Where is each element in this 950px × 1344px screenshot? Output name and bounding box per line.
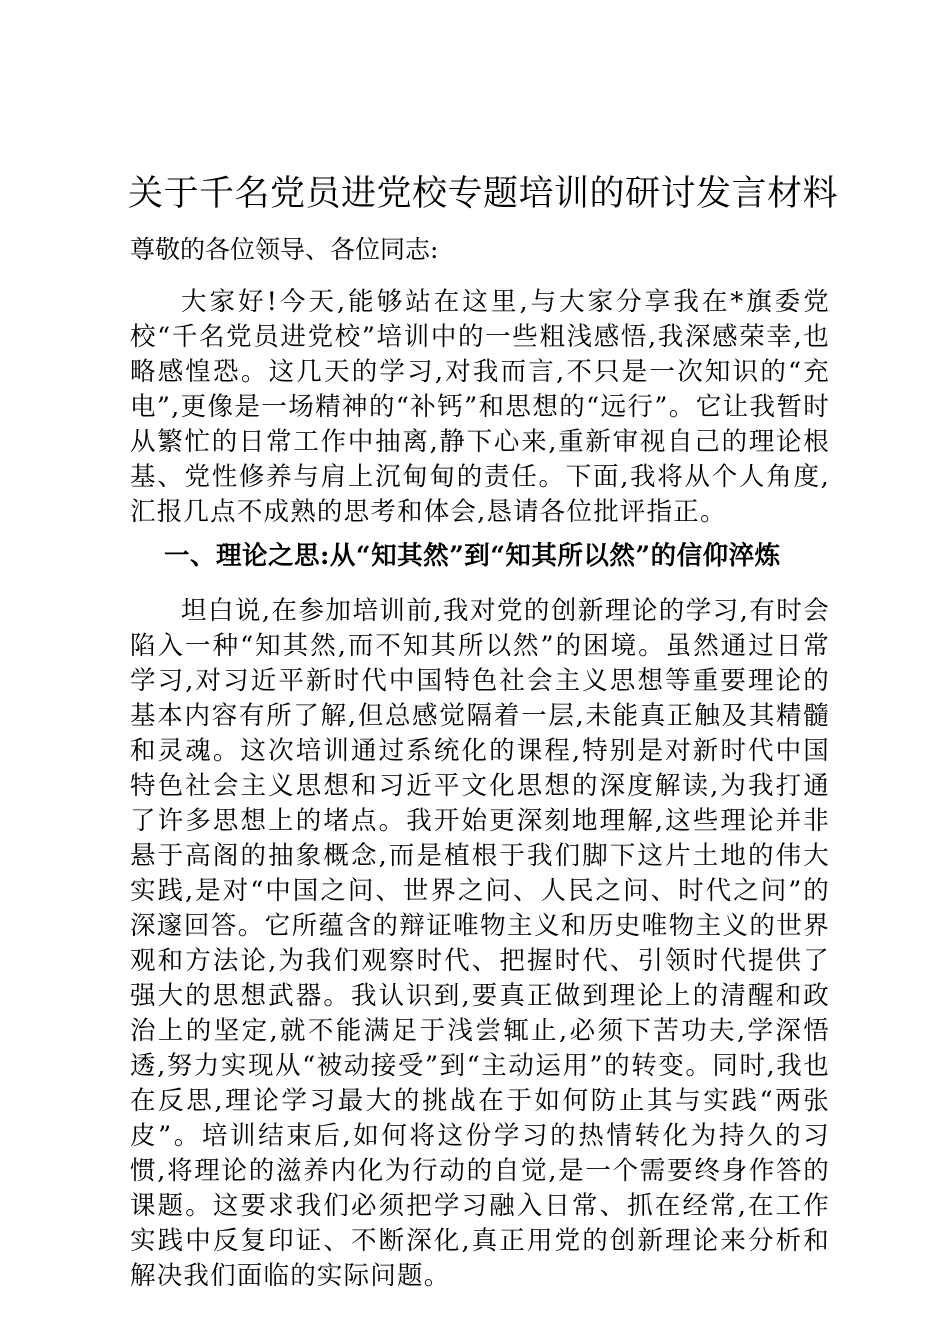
section-1-heading: 一、理论之思:从“知其然”到“知其所以然”的信仰淬炼 [164, 541, 781, 571]
section-1-paragraph: 坦白说,在参加培训前,我对党的创新理论的学习,有时会陷入一种“知其然,而不知其所以然”的困境。虽然通过日常学习,对习近平新时代中国特色社会主义思想等重要理论的基本内容有所了解,但总感觉隔着一层,未能真正触及其精髓和灵魂。这次培训通过系统化的课程,特别是对新时代中国特色社会主义思想和习近平文化思想的深度解读,为我打通了许多思想上的堵点。我开始更深刻地理解,这些理论并非悬于高阁的抽象概念,而是植根于我们脚下这片土地的伟大实践,是对“中国之问、世界之问、人民之问、时代之问”的深邃回答。它所蕴含的辩证唯物主义和历史唯物主义的世界观和方法论,为我们观察时代、把握时代、引领时代提供了强大的思想武器。我认识到,要真正做到理论上的清醒和政治上的坚定,就不能满足于浅尝辄止,必须下苦功夫,学深悟透,努力实现从“被动接受”到“主动运用”的转变。同时,我也在反思,理论学习最大的挑战在于如何防止其与实践“两张皮”。培训结束后,如何将这份学习的热情转化为持久的习惯,将理论的滋养内化为行动的自觉,是一个需要终身作答的课题。这要求我们必须把学习融入日常、抓在经常,在工作实践中反复印证、不断深化,真正用党的创新理论来分析和解决我们面临的实际问题。 [130, 596, 830, 1291]
salutation: 尊敬的各位领导、各位同志: [130, 235, 439, 264]
document-title: 关于千名党员进党校专题培训的研讨发言材料 [128, 174, 839, 214]
intro-paragraph: 大家好!今天,能够站在这里,与大家分享我在*旗委党校“千名党员进党校”培训中的一些粗浅感悟,我深感荣幸,也略感惶恐。这几天的学习,对我而言,不只是一次知识的“充电”,更像是一场精神的“补钙”和思想的“远行”。它让我暂时从繁忙的日常工作中抽离,静下心来,重新审视自己的理论根基、党性修养与肩上沉甸甸的责任。下面,我将从个人角度,汇报几点不成熟的思考和体会,恳请各位批评指正。 [130, 287, 830, 527]
